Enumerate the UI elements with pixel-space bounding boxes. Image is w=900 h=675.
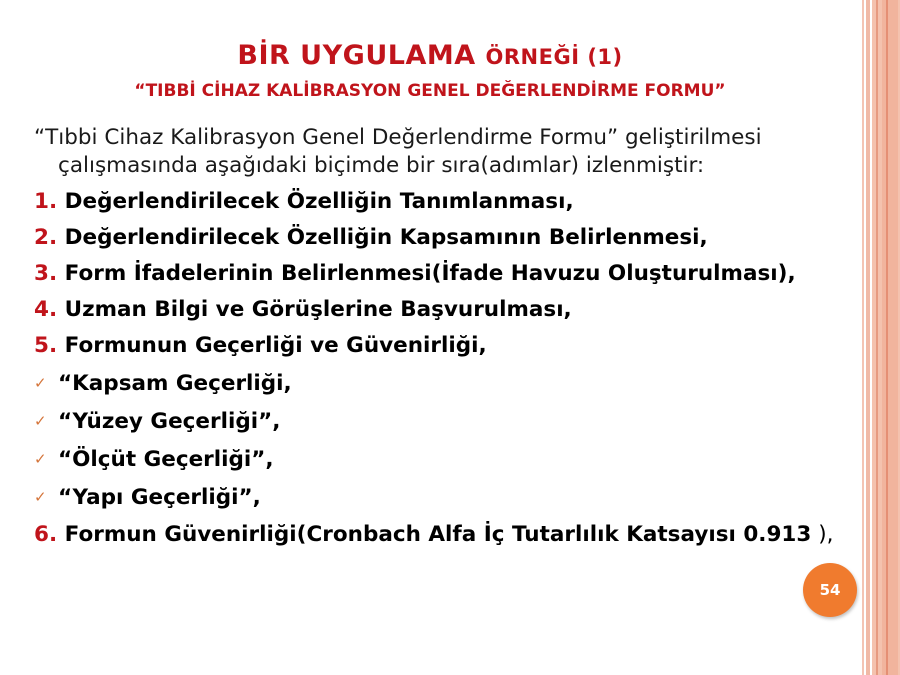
check-icon: ✓	[34, 450, 47, 468]
step-number: 3.	[34, 261, 58, 286]
check-item	[34, 483, 854, 512]
decor-stripe-medium	[866, 0, 870, 675]
check-icon: ✓	[34, 488, 47, 506]
step-text: Uzman Bilgi ve Görüşlerine Başvurulması,	[64, 297, 572, 322]
page-number-badge: 54	[803, 563, 857, 617]
check-icon: ✓	[34, 412, 47, 430]
step-item	[34, 332, 854, 360]
check-item	[34, 369, 854, 398]
check-text: “Kapsam Geçerliği,	[58, 371, 292, 396]
step-tail: ),	[811, 522, 834, 547]
step-number: 6.	[34, 522, 58, 547]
step-number: 5.	[34, 333, 58, 358]
check-icon: ✓	[34, 374, 47, 392]
step-text: Değerlendirilecek Özelliğin Kapsamının Belirlenmesi,	[64, 225, 708, 250]
decor-stripe-line	[876, 0, 878, 675]
decor-stripe-band	[872, 0, 900, 675]
step-text: Değerlendirilecek Özelliğin Tanımlanması,	[64, 189, 574, 214]
step-text: Formun Güvenirliği(Cronbach Alfa İç Tutarlılık Katsayısı 0.913	[64, 522, 812, 547]
check-text: “Ölçüt Geçerliği”,	[58, 447, 274, 472]
step-item	[34, 296, 854, 324]
slide-subtitle: “TIBBİ CİHAZ KALİBRASYON GENEL DEĞERLENDİRME FORMU”	[134, 81, 726, 101]
intro-paragraph: “Tıbbi Cihaz Kalibrasyon Genel Değerlendirme Formu” geliştirilmesi çalışmasında aşağıdaki biçimde bir sıra(adımlar) izlenmiştir:	[34, 125, 762, 178]
decor-stripe-line	[886, 0, 888, 675]
step-number: 4.	[34, 297, 58, 322]
step-text: Form İfadelerinin Belirlenmesi(İfade Havuzu Oluşturulması),	[64, 261, 796, 286]
decor-stripe-thin	[862, 0, 864, 675]
step-number: 2.	[34, 225, 58, 250]
step-item	[34, 188, 854, 216]
step-text: Formunun Geçerliği ve Güvenirliği,	[64, 333, 487, 358]
slide-body	[34, 124, 854, 549]
title-main: BİR UYGULAMA	[237, 40, 476, 71]
check-item	[34, 407, 854, 436]
step-item	[34, 260, 854, 288]
decor-stripe-fill	[882, 0, 898, 675]
check-text: “Yapı Geçerliği”,	[58, 485, 261, 510]
step-item	[34, 521, 854, 549]
check-text: “Yüzey Geçerliği”,	[58, 409, 281, 434]
title-small: ÖRNEĞİ (1)	[485, 45, 623, 69]
slide-title	[0, 40, 860, 71]
check-item	[34, 445, 854, 474]
step-item	[34, 224, 854, 252]
step-number: 1.	[34, 189, 58, 214]
